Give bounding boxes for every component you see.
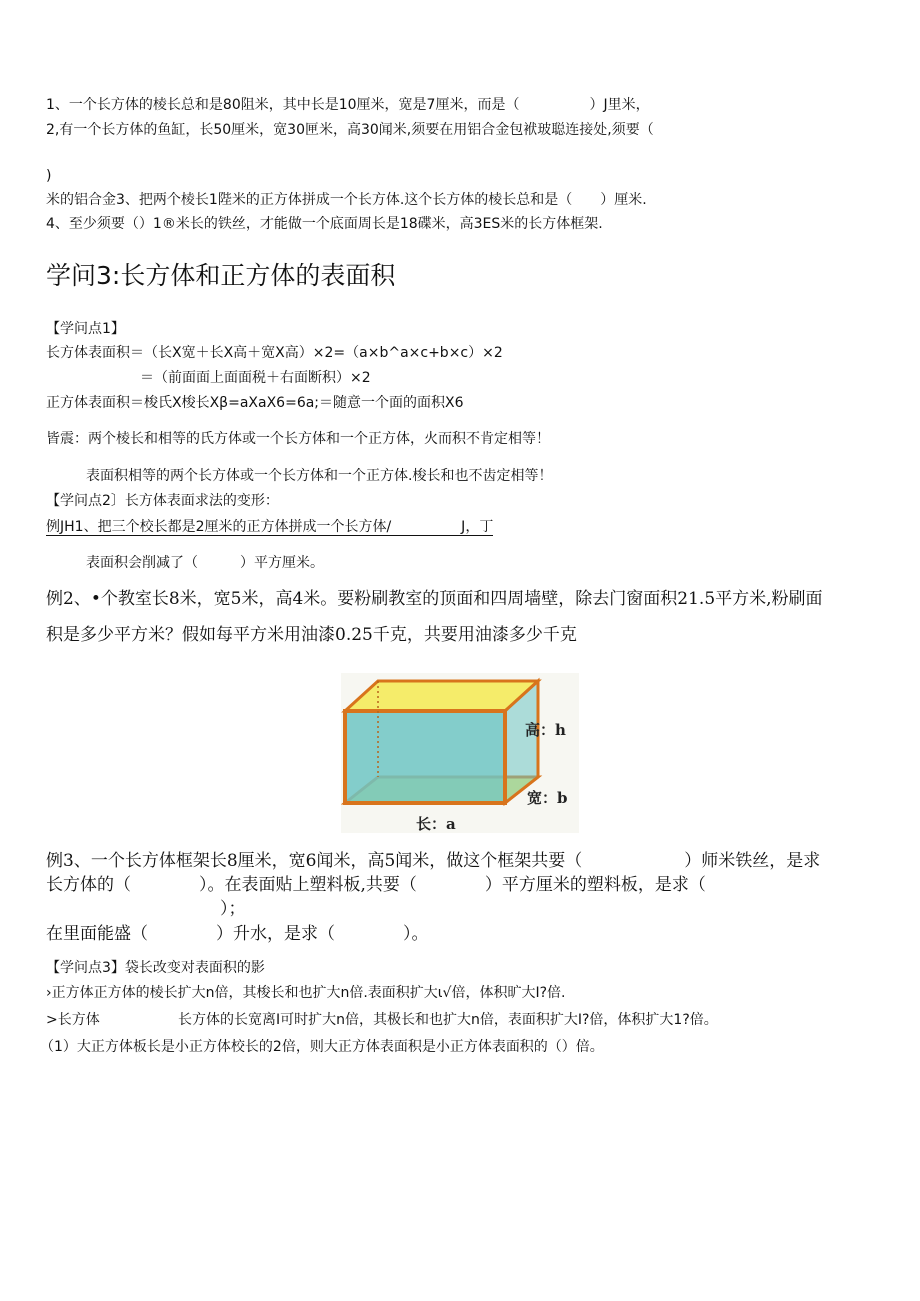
rule-cube: ›正方体正方体的棱长扩大n倍，其梭长和也扩大n倍.表面积扩大ι√倍，体积旷大I?倍. [46, 985, 566, 1001]
rule-cuboid: 长方体的长宽离I可时扩大n倍，其极长和也扩大n倍，表面积扩大I?倍，体积扩大1?倍。 [178, 1012, 718, 1028]
height-label: 高：h [525, 721, 566, 739]
example3-line-2: 长方体的（ ）。在表面贴上塑料板,共要（ ）平方厘米的塑料板，是求（ [46, 875, 706, 895]
exercise-line-2: 2,有一个长方体的鱼缸，长50厘米，宽30匣米，高30闻米,须要在用铝合金包袱玻聪连接处,须要（ [46, 122, 654, 138]
example3-line-3: ）； [220, 899, 246, 919]
question-1: （1）大正方体板长是小正方体校长的2倍，则大正方体表面积是小正方体表面积的（）倍。 [40, 1039, 604, 1055]
example2-line-2: 积是多少平方米？假如每平方米用油漆0.25千克，共要用油漆多少千克 [46, 625, 577, 645]
example1-line-1 [46, 520, 493, 536]
point2-label: 【学问点2〕长方体表面求法的变形： [46, 493, 279, 509]
front-face [345, 711, 505, 803]
point1-label: 【学问点1】 [46, 321, 125, 337]
cube-surface-formula: 正方体表面积＝梭氏X梭长Xβ=aXaX6=6a;＝随意一个面的面积X6 [46, 395, 464, 411]
cuboid-surface-formula-alt: ＝（前面面上面面税＋右面断积）×2 [140, 370, 371, 386]
exercise-line-5: 4、至少须要（）1®米长的铁丝，才能做一个底面周长是18碟米，高3ES米的长方体框架. [46, 216, 603, 232]
exercise-line-4: 米的铝合金3、把两个棱长1陛米的正方体拼成一个长方体.这个长方体的棱长总和是（ ）厘米. [46, 192, 647, 208]
example1-line-2: 表面积会削减了（ ）平方厘米。 [86, 555, 324, 571]
example2-line-1: 例2、•个教室长8米，宽5米，高4米。要粉刷教室的顶面和四周墙壁，除去门窗面积21.5平方米,粉刷面 [46, 589, 823, 609]
cuboid-diagram [341, 673, 579, 833]
width-label: 宽：b [527, 789, 568, 807]
point3-label: 【学问点3】袋长改变对表面积的影 [46, 960, 265, 976]
exercise-line-1: 1、一个长方体的棱长总和是80阻米，其中长是10厘米，宽是7厘米，而是（ ）J里米， [46, 97, 650, 113]
example1-text: 例JH1、把三个校长都是2厘米的正方体拼成一个长方体/ J，丁 [46, 519, 494, 535]
example3-line-1: 例3、一个长方体框架长8厘米，宽6闻米，高5闻米，做这个框架共要（ ）师米铁丝，是求 [46, 851, 821, 871]
exercise-line-3: ) [46, 168, 52, 184]
length-label: 长：a [416, 815, 456, 833]
cuboid-figure [341, 673, 579, 833]
note-1: 皆震：两个棱长和相等的氏方体或一个长方体和一个正方体，火而积不肯定相等！ [46, 431, 550, 447]
rule-cuboid-label: >长方体 [46, 1012, 100, 1028]
cuboid-surface-formula: 长方体表面积＝（长X宽＋长X高＋宽X高）×2=（a×b^a×c+b×c）×2 [46, 345, 503, 361]
section-title: 学问3:长方体和正方体的表面积 [46, 261, 396, 290]
example3-line-4: 在里面能盛（ ）升水，是求（ ）。 [46, 924, 429, 944]
note-2: 表面积相等的两个长方体或一个长方体和一个正方体.梭长和也不齿定相等！ [86, 468, 553, 484]
